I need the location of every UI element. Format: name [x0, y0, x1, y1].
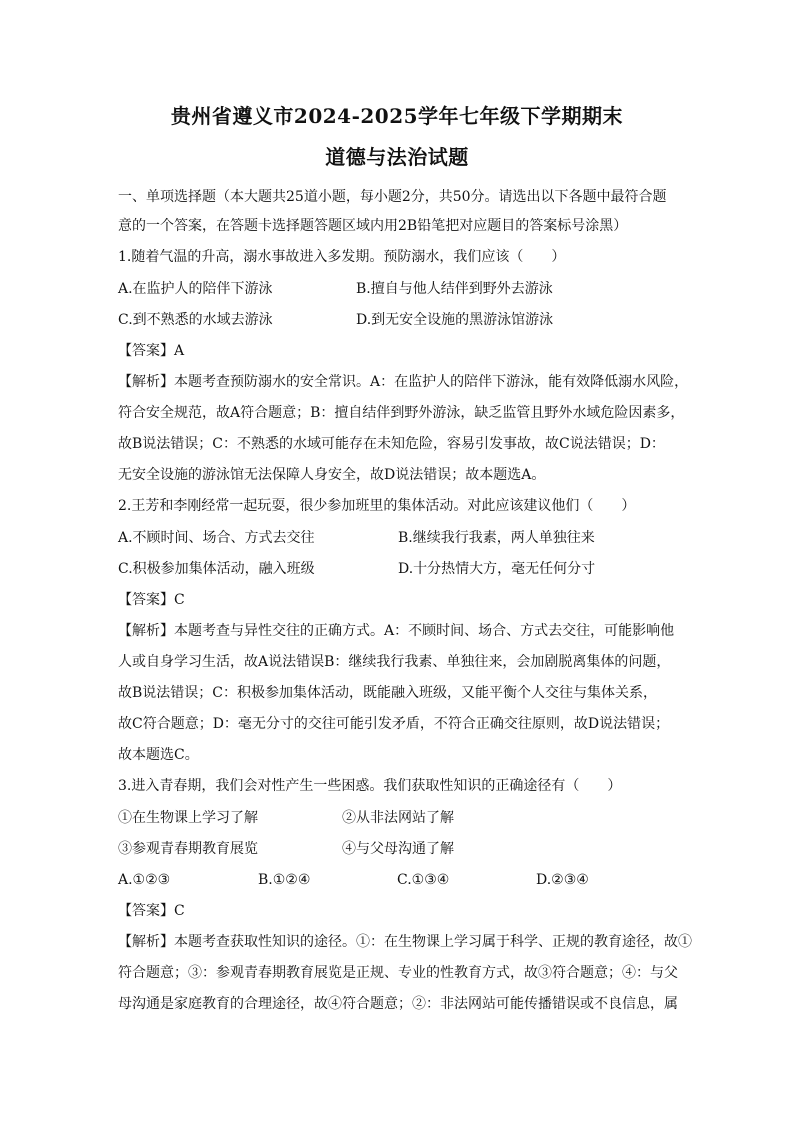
q1-option-c: C.到不熟悉的水域去游泳 — [118, 312, 273, 328]
page-subtitle: 道德与法治试题 — [325, 145, 469, 169]
section-intro-line-2: 意的一个答案，在答题卡选择题答题区域内用2B铅笔把对应题目的答案标号涂黑） — [118, 218, 628, 234]
q2-analysis-line-2: 人或自身学习生活，故A说法错误B：继续我行我素、单独往来，会加剧脱离集体的问题， — [118, 654, 671, 670]
q1-analysis-line-3: 故B说法错误；C：不熟悉的水域可能存在未知危险，容易引发事故，故C说法错误；D： — [118, 436, 665, 452]
q3-answer: 【答案】C — [118, 903, 185, 919]
q2-analysis-line-4: 故C符合题意；D：毫无分寸的交往可能引发矛盾，不符合正确交往原则，故D说法错误； — [118, 716, 670, 732]
q1-option-d: D.到无安全设施的黑游泳馆游泳 — [356, 312, 554, 328]
q1-analysis-line-1: 【解析】本题考查预防溺水的安全常识。A：在监护人的陪伴下游泳，能有效降低溺水风险， — [118, 374, 689, 390]
q2-analysis-line-5: 故本题选C。 — [118, 747, 199, 763]
q2-answer: 【答案】C — [118, 592, 185, 608]
q2-option-d: D.十分热情大方，毫无任何分寸 — [398, 561, 596, 577]
q3-item-2: ②从非法网站了解 — [342, 810, 454, 826]
q1-analysis-line-4: 无安全设施的游泳馆无法保障人身安全，故D说法错误；故本题选A。 — [118, 467, 546, 483]
q1-answer: 【答案】A — [118, 343, 185, 359]
q3-analysis-line-3: 母沟通是家庭教育的合理途径，故④符合题意；②：非法网站可能传播错误或不良信息，属 — [118, 996, 678, 1012]
q3-option-b: B.①②④ — [258, 872, 311, 888]
q2-option-b: B.继续我行我素，两人单独往来 — [398, 530, 595, 546]
section-intro-line-1: 一、单项选择题（本大题共25道小题，每小题2分，共50分。请选出以下各题中最符合题 — [118, 189, 667, 205]
q1-option-b: B.擅自与他人结伴到野外去游泳 — [356, 281, 553, 297]
q1-analysis-line-2: 符合安全规范，故A符合题意；B：擅自结伴到野外游泳，缺乏监管且野外水域危险因素多， — [118, 405, 685, 421]
q3-option-d: D.②③④ — [536, 872, 589, 888]
page-title: 贵州省遵义市2024-2025学年七年级下学期期末 — [170, 104, 624, 128]
q3-item-4: ④与父母沟通了解 — [342, 841, 454, 857]
q3-stem: 3.进入青春期，我们会对性产生一些困惑。我们获取性知识的正确途径有（ ） — [118, 778, 622, 794]
q2-option-a: A.不顾时间、场合、方式去交往 — [118, 530, 315, 546]
q2-analysis-line-1: 【解析】本题考查与异性交往的正确方式。A：不顾时间、场合、方式去交往，可能影响他 — [118, 623, 675, 639]
q2-analysis-line-3: 故B说法错误；C：积极参加集体活动，既能融入班级，又能平衡个人交往与集体关系， — [118, 685, 657, 701]
q3-item-1: ①在生物课上学习了解 — [118, 810, 258, 826]
q2-stem: 2.王芳和李刚经常一起玩耍，很少参加班里的集体活动。对此应该建议他们（ ） — [118, 498, 636, 514]
q3-item-3: ③参观青春期教育展览 — [118, 841, 258, 857]
q3-analysis-line-1: 【解析】本题考查获取性知识的途径。①：在生物课上学习属于科学、正规的教育途径，故① — [118, 934, 692, 950]
q3-option-c: C.①③④ — [397, 872, 450, 888]
q1-stem: 1.随着气温的升高，溺水事故进入多发期。预防溺水，我们应该（ ） — [118, 249, 566, 265]
q3-analysis-line-2: 符合题意；③：参观青春期教育展览是正规、专业的性教育方式，故③符合题意；④：与父 — [118, 965, 678, 981]
q1-option-a: A.在监护人的陪伴下游泳 — [118, 281, 273, 297]
q3-option-a: A.①②③ — [118, 872, 171, 888]
q2-option-c: C.积极参加集体活动，融入班级 — [118, 561, 315, 577]
